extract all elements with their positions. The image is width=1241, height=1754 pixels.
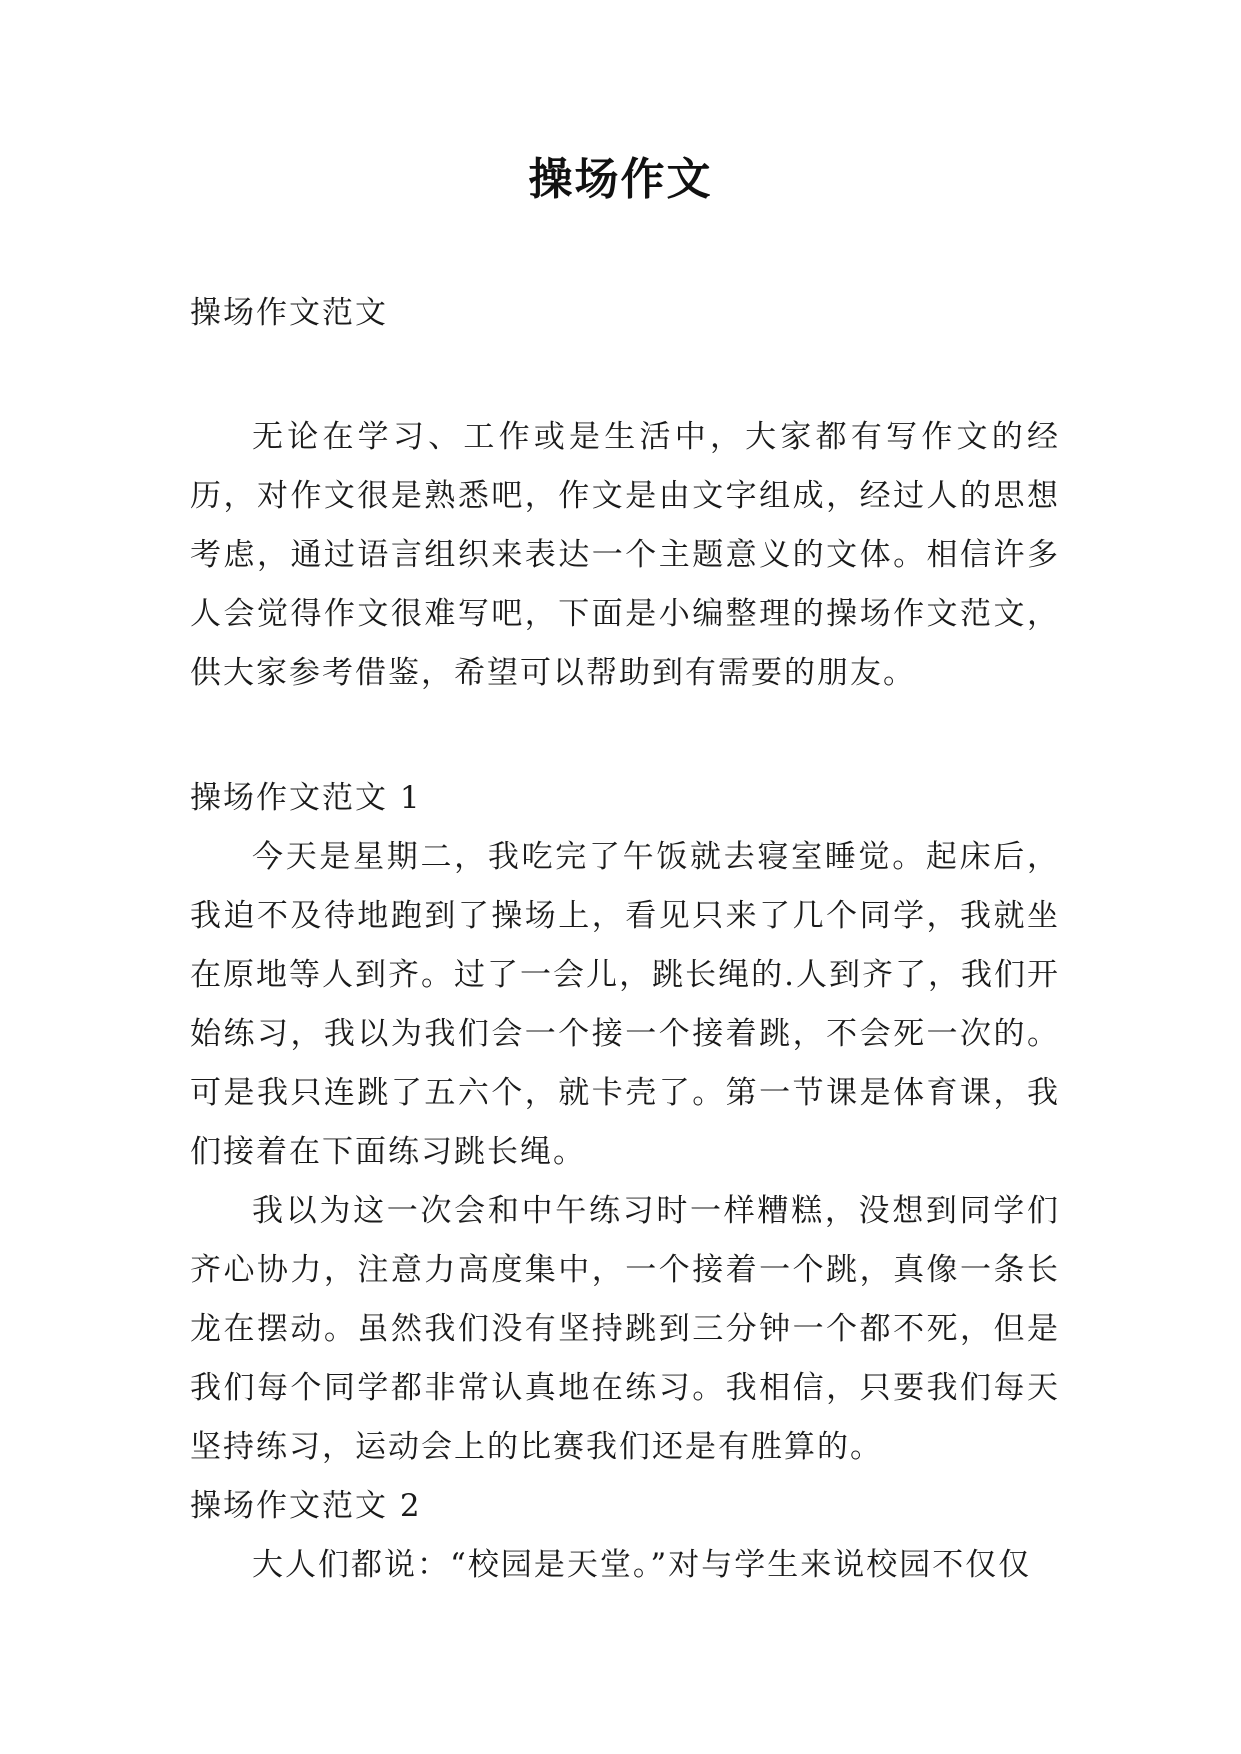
section-2 <box>190 1477 1060 1595</box>
document-title: 操场作文 <box>528 154 713 205</box>
section-1 <box>190 769 1060 1477</box>
section-heading: 操场作文范文 2 <box>190 1488 422 1524</box>
intro-paragraph: 无论在学习、工作或是生活中，大家都有写作文的经历，对作文很是熟悉吧，作文是由文字组成，经过人的思想考虑，通过语言组织来表达一个主题意义的文体。相信许多人会觉得作文很难写吧，下面是小编整理的操场作文范文，供大家参考借鉴，希望可以帮助到有需要的朋友。 <box>190 419 1060 691</box>
section-paragraph: 今天是星期二，我吃完了午饭就去寝室睡觉。起床后，我迫不及待地跑到了操场上，看见只来了几个同学，我就坐在原地等人到齐。过了一会儿，跳长绳的.人到齐了，我们开始练习，我以为我们会一个接一个接着跳，不会死一次的。可是我只连跳了五六个，就卡壳了。第一节课是体育课，我们接着在下面练习跳长绳。 <box>190 839 1060 1170</box>
document-subtitle: 操场作文范文 <box>190 295 388 331</box>
spacer <box>190 703 1060 769</box>
section-paragraph: 大人们都说：“校园是天堂。”对与学生来说校园不仅仅 <box>252 1547 1032 1583</box>
section-paragraph: 我以为这一次会和中午练习时一样糟糕，没想到同学们齐心协力，注意力高度集中，一个接着一个跳，真像一条长龙在摆动。虽然我们没有坚持跳到三分钟一个都不死，但是我们每个同学都非常认真地在练习。我相信，只要我们每天坚持练习，运动会上的比赛我们还是有胜算的。 <box>190 1193 1060 1465</box>
document-body <box>190 284 1060 1595</box>
section-heading: 操场作文范文 1 <box>190 780 422 816</box>
spacer <box>190 343 1060 408</box>
